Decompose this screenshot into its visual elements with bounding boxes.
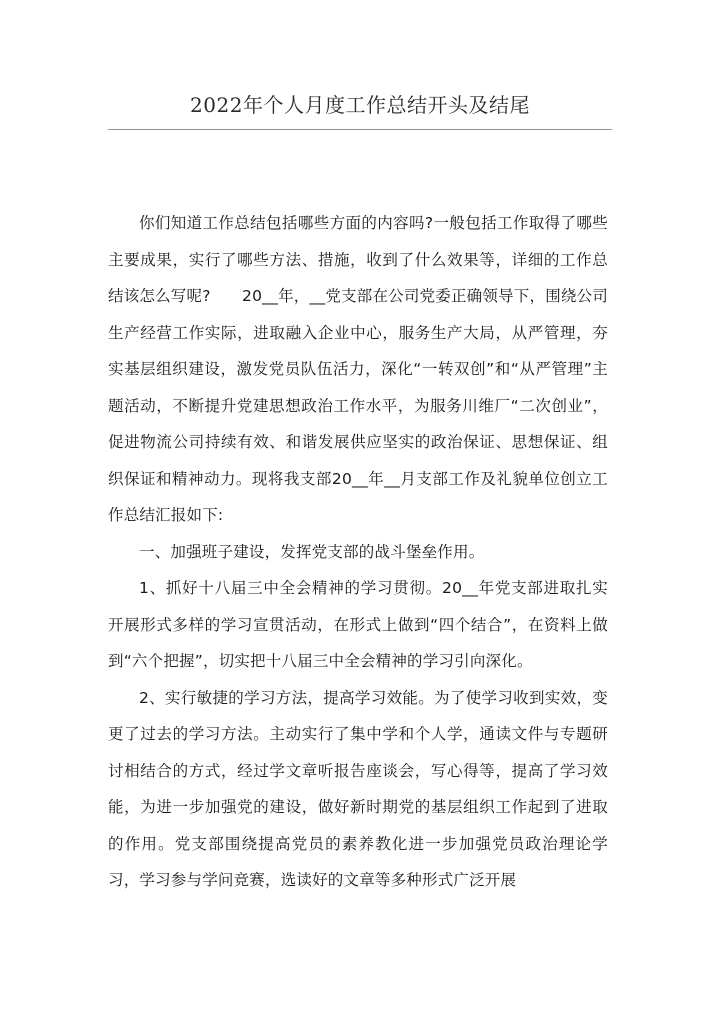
paragraph-intro: 你们知道工作总结包括哪些方面的内容吗?一般包括工作取得了哪些主要成果，实行了哪些方法、措施，收到了什么效果等，详细的工作总结该怎么写呢? 20__年，__党支部在公司党委正确领导下，围绕公司生产经营工作实际，进取融入企业中心，服务生产大局，从严管理，夯实基层组织建设，激发党员队伍活力，深化“一转双创”和“从严管理”主题活动，不断提升党建思想政治工作水平，为服务川维厂“二次创业”，促进物流公司持续有效、和谐发展供应坚实的政治保证、思想保证、组织保证和精神动力。现将我支部20__年__月支部工作及礼貌单位创立工作总结汇报如下:: [108, 214, 608, 524]
paragraph-item-1: 1、抓好十八届三中全会精神的学习贯彻。20__年党支部进取扎实开展形式多样的学习宣贯活动，在形式上做到“四个结合”，在资料上做到“六个把握”，切实把十八届三中全会精神的学习引向深化。: [108, 579, 608, 670]
document-title: 2022年个人月度工作总结开头及结尾: [190, 93, 530, 117]
title-underline-divider: [108, 129, 612, 130]
paragraph-item-2: 2、实行敏捷的学习方法，提高学习效能。为了使学习收到实效，变更了过去的学习方法。主动实行了集中学和个人学，通读文件与专题研讨相结合的方式，经过学文章听报告座谈会，写心得等，提高了学习效能，为进一步加强党的建设，做好新时期党的基层组织工作起到了进取的作用。党支部围绕提高党员的素养教化进一步加强党员政治理论学习，学习参与学问竞赛，选读好的文章等多种形式广泛开展: [108, 688, 608, 889]
paragraph-section-heading-1: 一、加强班子建设，发挥党支部的战斗堡垒作用。: [139, 542, 485, 561]
document-body: [108, 205, 608, 899]
